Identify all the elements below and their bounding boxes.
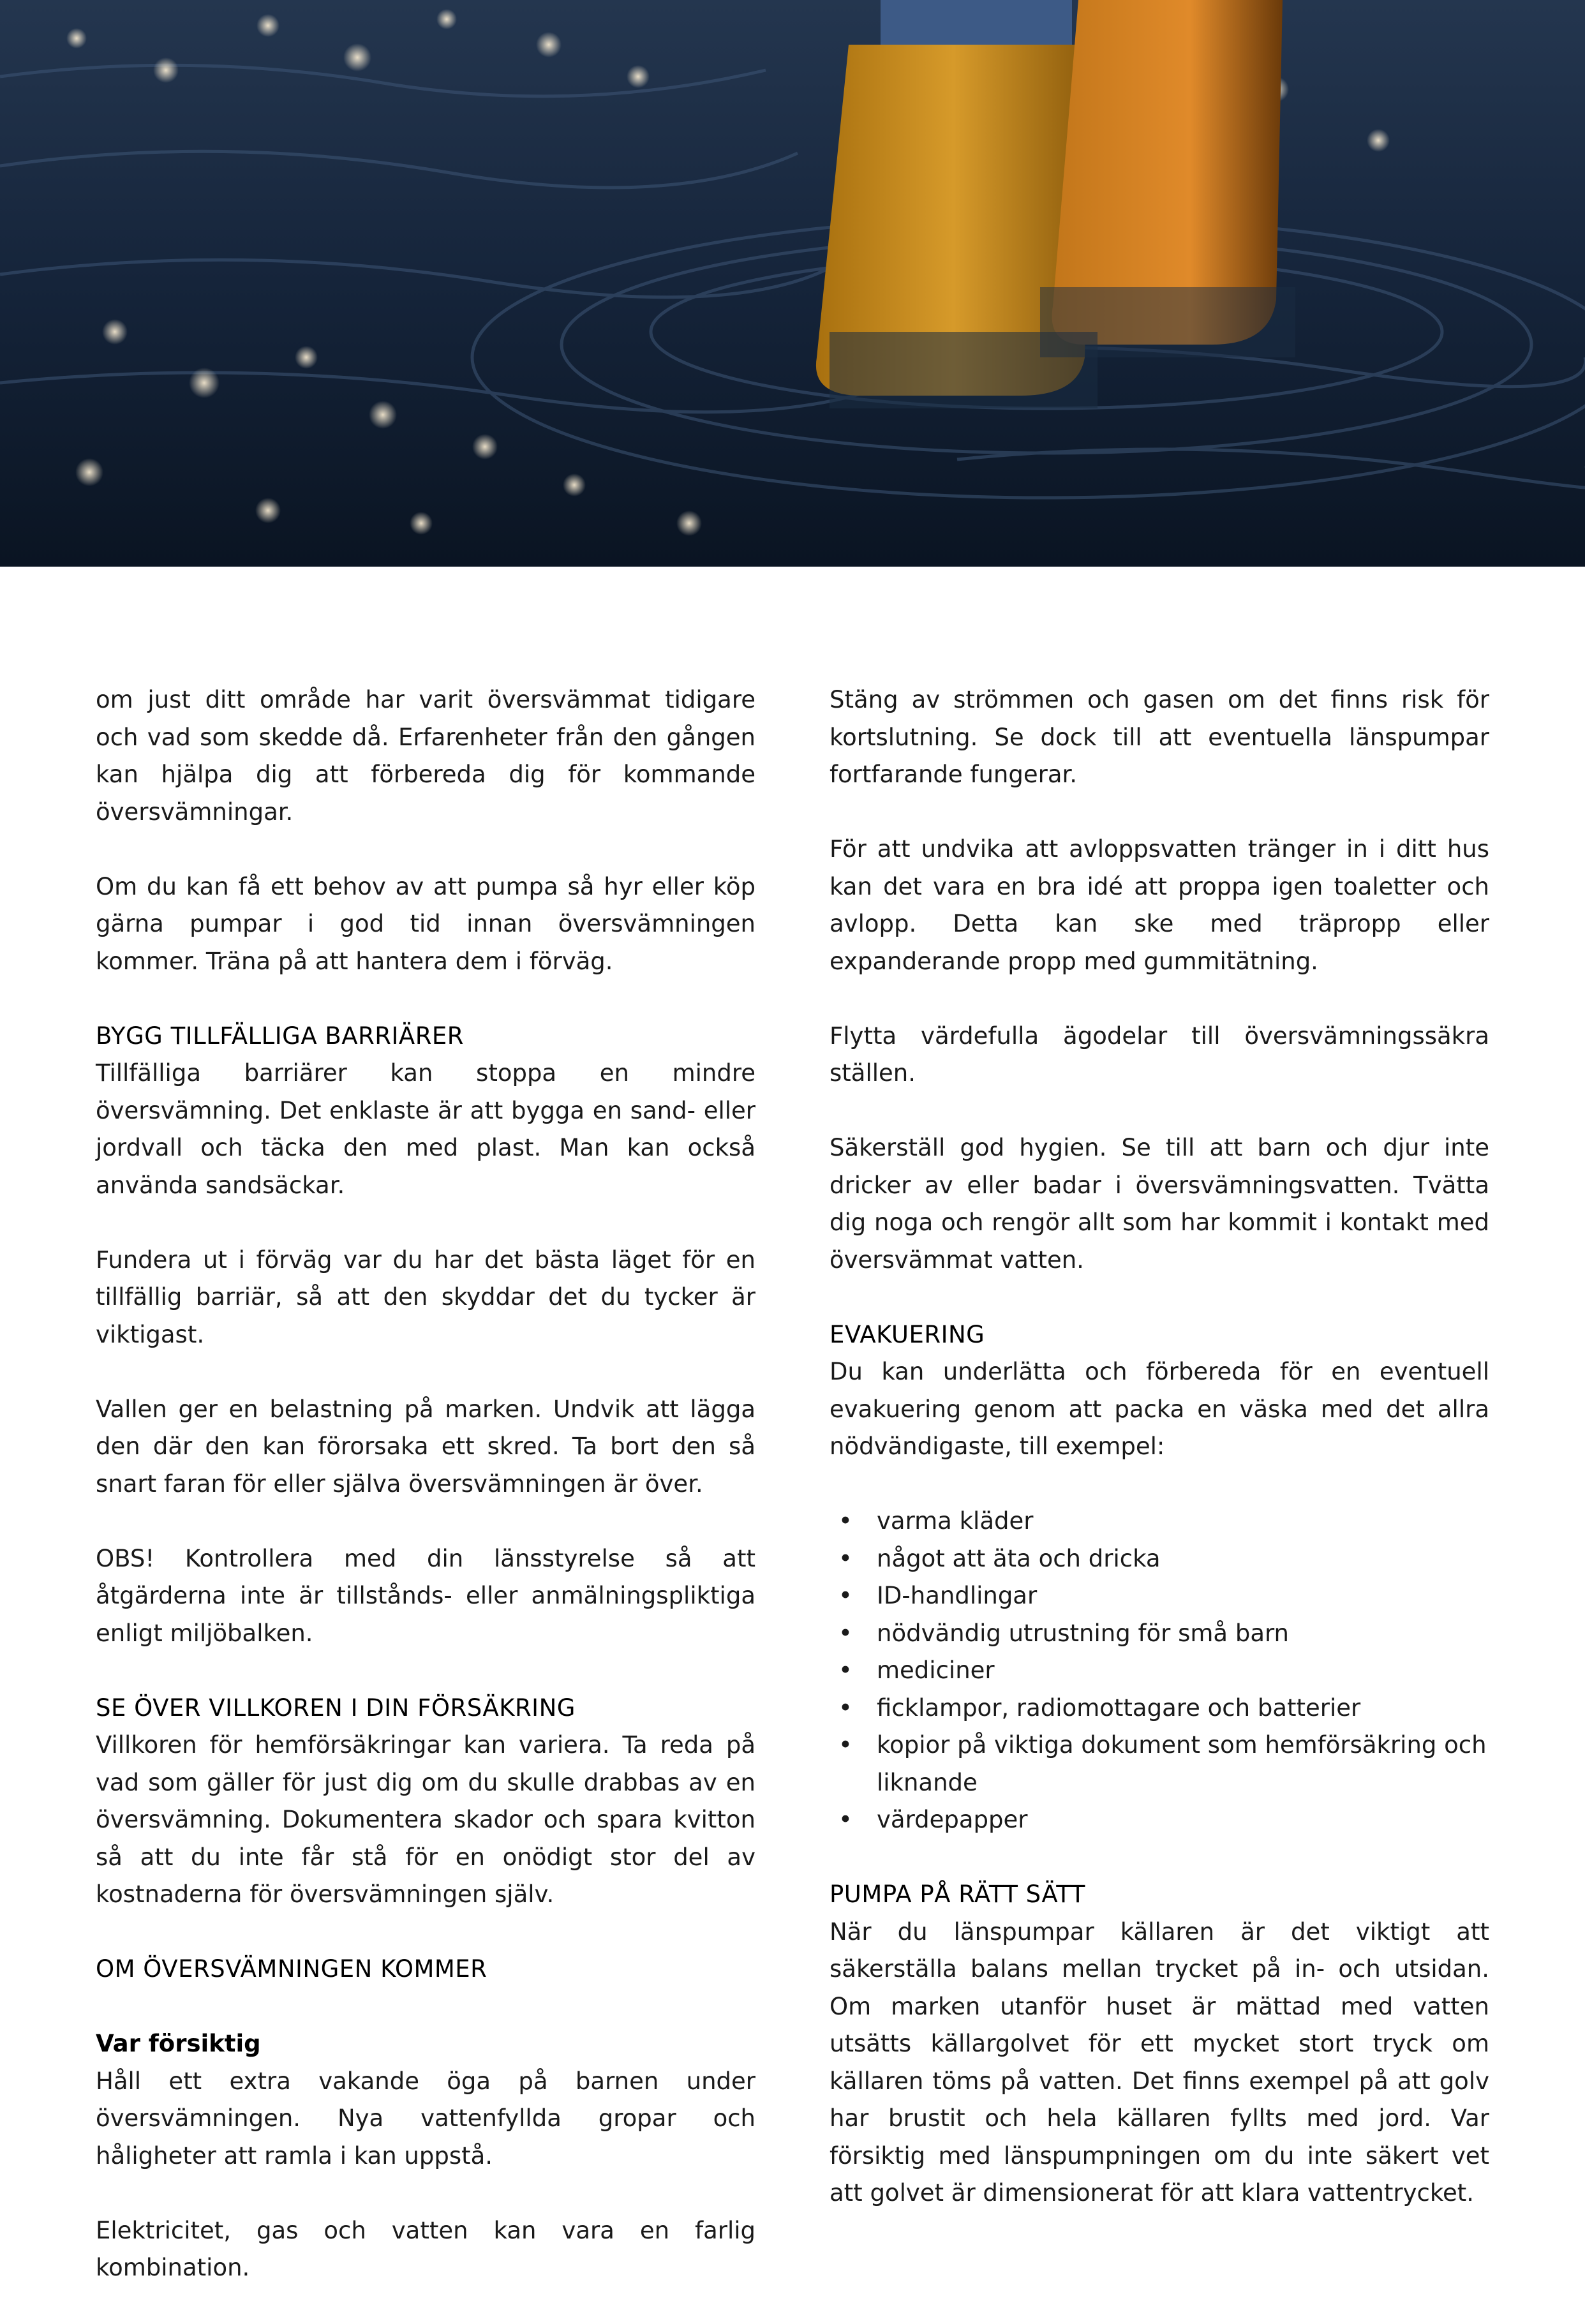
section-heading-flood-comes: OM ÖVERSVÄMNINGEN KOMMER <box>96 1955 487 1983</box>
paragraph: För att undvika att avloppsvatten tränger in i ditt hus kan det vara en bra idé att proppa igen toaletter och avlopp. Detta kan ske med träpropp eller expanderande propp med gummitätning. <box>830 835 1489 975</box>
list-item: • varma kläder <box>830 1503 1489 1540</box>
paragraph: OBS! Kontrollera med din länsstyrelse så att åtgärderna inte är tillstånds- eller anmälningspliktiga enligt miljöbalken. <box>96 1544 755 1647</box>
paragraph: om just ditt område har varit översvämmat tidigare och vad som skedde då. Erfarenheter från den gången kan hjälpa dig att förbereda dig för kommande översvämningar. <box>96 686 755 826</box>
boots <box>816 0 1295 408</box>
right-column <box>830 682 1489 2249</box>
subheading-careful: Var försiktig <box>96 2030 261 2057</box>
paragraph: Du kan underlätta och förbereda för en eventuell evakuering genom att packa en väska med det allra nödvändigaste, till exempel: <box>830 1358 1489 1460</box>
bullet-icon: • <box>838 1582 852 1609</box>
section-heading-evacuation: EVAKUERING <box>830 1320 985 1348</box>
paragraph: Stäng av strömmen och gasen om det finns risk för kortslutning. Se dock till att eventuella länspumpar fortfarande fungerar. <box>830 686 1489 788</box>
bullet-icon: • <box>838 1619 852 1647</box>
list-item: • ID-handlingar <box>830 1577 1489 1615</box>
list-item: • ficklampor, radiomottagare och batterier <box>830 1690 1489 1727</box>
bullet-icon: • <box>838 1507 852 1535</box>
list-item: • värdepapper <box>830 1801 1489 1839</box>
bullet-icon: • <box>838 1657 852 1684</box>
paragraph: Flytta värdefulla ägodelar till översvämningssäkra ställen. <box>830 1022 1489 1087</box>
list-item: • nödvändig utrustning för små barn <box>830 1615 1489 1653</box>
section-heading-pump: PUMPA PÅ RÄTT SÄTT <box>830 1881 1085 1908</box>
section-heading-barriers: BYGG TILLFÄLLIGA BARRIÄRER <box>96 1022 465 1050</box>
hero-photo <box>0 0 1585 567</box>
bullet-icon: • <box>838 1731 852 1759</box>
paragraph: Säkerställ god hygien. Se till att barn och djur inte dricker av eller badar i översvämningsvatten. Tvätta dig noga och rengör allt som har kommit i kontakt med översvämmat vatten. <box>830 1134 1489 1274</box>
paragraph: Fundera ut i förväg var du har det bästa läget för en tillfällig barriär, så att den skyddar det du tycker är viktigast. <box>96 1246 755 1348</box>
evacuation-list <box>830 1503 1489 1839</box>
paragraph: Tillfälliga barriärer kan stoppa en mindre översvämning. Det enklaste är att bygga en sand- eller jordvall och täcka den med plast. Man kan också använda sandsäckar. <box>96 1059 755 1199</box>
bullet-icon: • <box>838 1806 852 1833</box>
paragraph: Om du kan få ett behov av att pumpa så hyr eller köp gärna pumpar i god tid innan översvämningen kommer. Träna på att hantera dem i förväg. <box>96 872 755 975</box>
paragraph: Elektricitet, gas och vatten kan vara en farlig kombination. <box>96 2216 755 2281</box>
bullet-icon: • <box>838 1694 852 1722</box>
paragraph: Villkoren för hemförsäkringar kan variera. Ta reda på vad som gäller för just dig om du skulle drabbas av en översvämning. Dokumentera skador och spara kvitton så att du inte får stå för en onödigt stor del av kostnaderna för översvämningen själv. <box>96 1731 755 1908</box>
paragraph: Vallen ger en belastning på marken. Undvik att lägga den där den kan förorsaka ett skred. Ta bort den så snart faran för eller själva översvämningen är över. <box>96 1395 755 1498</box>
list-item: • mediciner <box>830 1652 1489 1690</box>
left-column <box>96 682 755 2324</box>
section-heading-insurance: SE ÖVER VILLKOREN I DIN FÖRSÄKRING <box>96 1694 576 1722</box>
list-item: • något att äta och dricka <box>830 1540 1489 1578</box>
list-item: • kopior på viktiga dokument som hemförsäkring och liknande <box>830 1727 1489 1801</box>
paragraph: Håll ett extra vakande öga på barnen under översvämningen. Nya vattenfyllda gropar och håligheter att ramla i kan uppstå. <box>96 2067 755 2170</box>
paragraph: När du länspumpar källaren är det viktigt att säkerställa balans mellan trycket på in- och utsidan. Om marken utanför huset är mättad med vatten utsätts källargolvet för ett mycket stort tryck om källaren töms på vatten. Det finns exempel på att golv har brustit och hela källaren fyllts med jord. Var försiktig med länspumpningen om du inte säkert vet att golvet är dimensionerat för att klara vattentrycket. <box>830 1918 1489 2207</box>
bullet-icon: • <box>838 1544 852 1572</box>
